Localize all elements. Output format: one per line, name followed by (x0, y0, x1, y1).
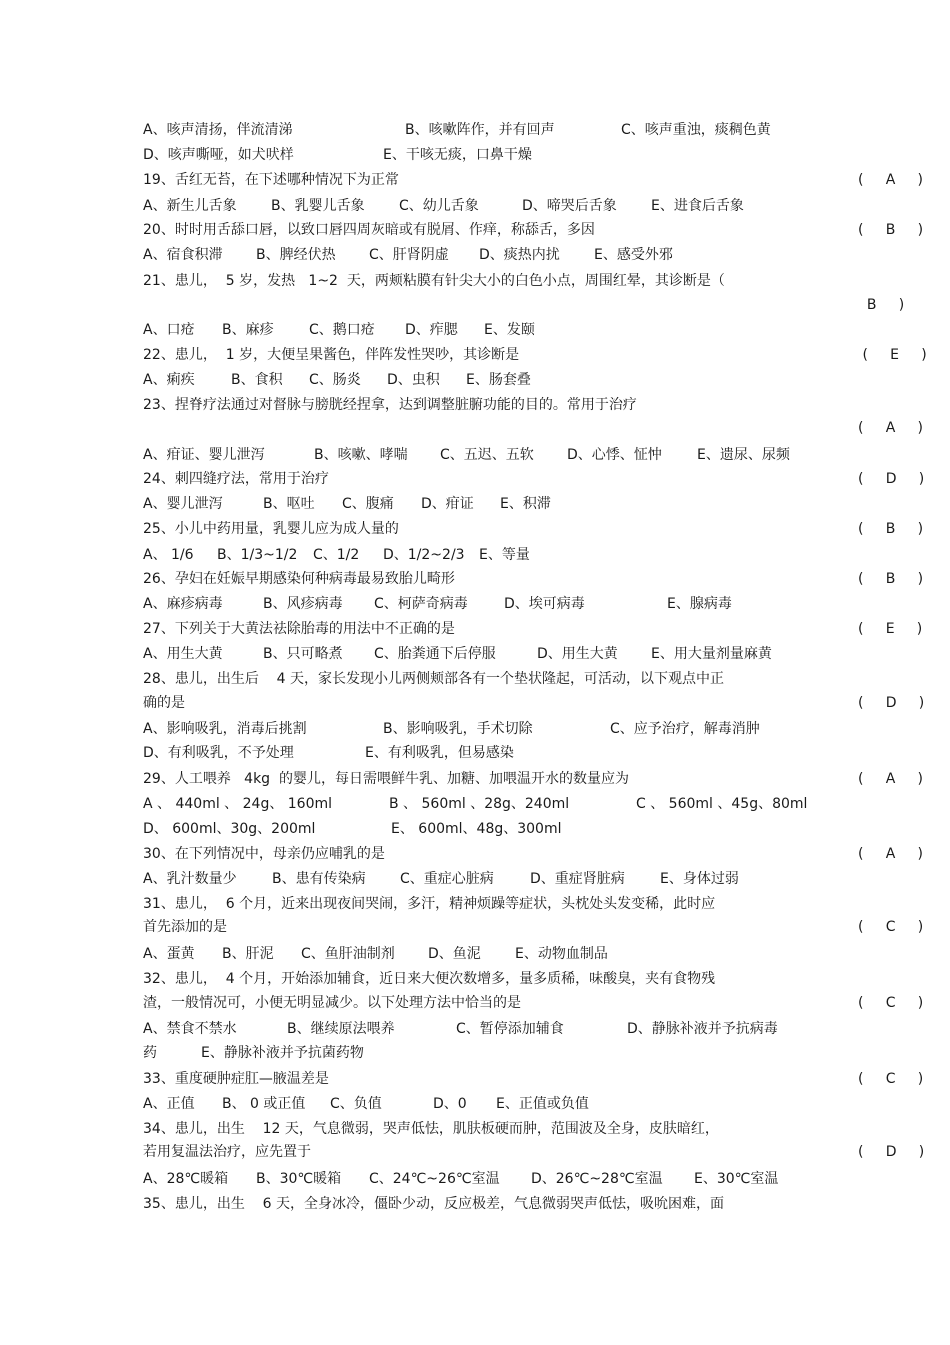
option-text: E、动物血制品 (515, 946, 608, 962)
option-text: D、0 (433, 1096, 467, 1112)
text-line (143, 718, 823, 740)
option-text: C、肝肾阴虚 (369, 247, 449, 263)
question-text: A、乳汁数量少 (143, 871, 237, 887)
text-line (143, 244, 823, 266)
text-line (143, 169, 924, 191)
question-text: 药 (143, 1045, 157, 1061)
question-text: A、 1/6 (143, 547, 194, 563)
text-line (143, 1068, 924, 1090)
question-text: 21、患儿， 5 岁，发热 1~2 天，两颊粘膜有针尖大小的白色小点，周围红晕，其诊断是（ (143, 273, 725, 289)
answer-key: ( A ) (858, 420, 924, 436)
answer-key: ( E ) (858, 347, 927, 363)
question-text: 31、患儿， 6 个月，近来出现夜间哭闹，多汗，精神烦躁等症状，头枕处头发变稀，此时应 (143, 896, 716, 912)
question-text: 30、在下列情况中，母亲仍应哺乳的是 (143, 846, 385, 862)
option-text: E、感受外邪 (594, 247, 673, 263)
text-line (143, 843, 924, 865)
question-text: A、蛋黄 (143, 946, 195, 962)
option-text: C、胎粪通下后停服 (374, 646, 496, 662)
option-text: D、疳证 (421, 496, 474, 512)
option-text: B、肝泥 (222, 946, 274, 962)
option-text: D、1/2~2/3 (383, 547, 465, 563)
option-text: E、30℃室温 (694, 1171, 779, 1187)
option-text: E、积滞 (500, 496, 551, 512)
option-text: B、30℃暖箱 (256, 1171, 342, 1187)
text-line (143, 1018, 823, 1040)
text-line (143, 294, 905, 316)
question-text: 25、小儿中药用量，乳婴儿应为成人量的 (143, 521, 399, 537)
question-text: A、咳声清扬，伴流清涕 (143, 122, 293, 138)
option-text: C、肠炎 (309, 372, 361, 388)
question-text: A、新生儿舌象 (143, 198, 237, 214)
option-text: C 、 560ml 、45g、80ml (636, 796, 808, 812)
option-text: B、风疹病毒 (263, 596, 343, 612)
option-text: D、埃可病毒 (504, 596, 585, 612)
option-text: B、脾经伏热 (256, 247, 336, 263)
text-line (143, 270, 823, 292)
question-text: 27、下列关于大黄法祛除胎毒的用法中不正确的是 (143, 621, 455, 637)
question-text: A、禁食不禁水 (143, 1021, 237, 1037)
option-text: B、只可略煮 (263, 646, 343, 662)
option-text: B 、 560ml 、28g、240ml (389, 796, 570, 812)
text-line (143, 1042, 823, 1064)
question-text: 22、患儿， 1 岁，大便呈果酱色，伴阵发性哭吵，其诊断是 (143, 347, 520, 363)
text-line (143, 468, 925, 490)
option-text: D、静脉补液并予抗病毒 (627, 1021, 778, 1037)
option-text: C、腹痛 (342, 496, 394, 512)
text-line (143, 968, 823, 990)
answer-key: B ) (858, 297, 905, 313)
text-line (143, 818, 823, 840)
option-text: B、患有传染病 (272, 871, 366, 887)
option-text: C、鱼肝油制剂 (301, 946, 395, 962)
text-line (143, 344, 927, 366)
option-text: E、腺病毒 (667, 596, 732, 612)
question-text: A 、 440ml 、 24g、 160ml (143, 796, 333, 812)
option-text: B、食积 (231, 372, 283, 388)
text-line (143, 518, 924, 540)
option-text: B、咳嗽、哮喘 (314, 447, 408, 463)
question-text: A、用生大黄 (143, 646, 223, 662)
option-text: B、咳嗽阵作，并有回声 (405, 122, 555, 138)
option-text: D、鱼泥 (428, 946, 481, 962)
option-text: C、鹅口疮 (309, 322, 375, 338)
question-text: A、28℃暖箱 (143, 1171, 229, 1187)
question-text: 34、患儿，出生 12 天，气息微弱，哭声低怯，肌肤板硬而肿，范围波及全身，皮肤暗红， (143, 1121, 719, 1137)
question-text: A、口疮 (143, 322, 195, 338)
answer-key: ( D ) (858, 471, 925, 487)
answer-key: ( D ) (858, 695, 925, 711)
answer-key: ( A ) (858, 771, 924, 787)
text-line (143, 618, 923, 640)
answer-key: ( B ) (858, 571, 924, 587)
text-line (143, 593, 823, 615)
option-text: C、1/2 (313, 547, 360, 563)
question-text: 若用复温法治疗，应先置于 (143, 1144, 311, 1160)
question-text: 19、舌红无苔，在下述哪种情况下为正常 (143, 172, 399, 188)
question-text: 24、刺四缝疗法，常用于治疗 (143, 471, 329, 487)
text-line (143, 742, 823, 764)
text-line (143, 1141, 925, 1163)
option-text: B、 0 或正值 (222, 1096, 306, 1112)
question-text: D、 600ml、30g、200ml (143, 821, 316, 837)
text-line (143, 493, 823, 515)
option-text: C、负值 (330, 1096, 382, 1112)
question-text: A、痢疾 (143, 372, 195, 388)
answer-key: ( B ) (858, 521, 924, 537)
question-text: 首先添加的是 (143, 919, 227, 935)
option-text: C、五迟、五软 (440, 447, 534, 463)
option-text: D、心悸、怔忡 (567, 447, 662, 463)
question-text: 33、重度硬肿症肛—腋温差是 (143, 1071, 329, 1087)
text-line (143, 1118, 823, 1140)
question-text: 20、时时用舌舔口唇，以致口唇四周灰暗或有脱屑、作痒，称舔舌，多因 (143, 222, 595, 238)
text-line (143, 544, 823, 566)
text-line (143, 219, 924, 241)
option-text: C、幼儿舌象 (399, 198, 479, 214)
question-text: 确的是 (143, 695, 185, 711)
option-text: B、1/3~1/2 (217, 547, 298, 563)
question-text: 32、患儿， 4 个月，开始添加辅食，近日来大便次数增多，量多质稀，味酸臭，夹有食物残 (143, 971, 716, 987)
text-line (143, 1093, 823, 1115)
option-text: B、影响吸乳，手术切除 (383, 721, 533, 737)
option-text: E、用大量剂量麻黄 (651, 646, 772, 662)
text-line (143, 768, 924, 790)
question-text: A、宿食积滞 (143, 247, 223, 263)
answer-key: ( C ) (858, 919, 924, 935)
text-line (143, 692, 925, 714)
option-text: C、暂停添加辅食 (456, 1021, 564, 1037)
option-text: E、进食后舌象 (651, 198, 744, 214)
text-line (143, 444, 823, 466)
text-line (143, 394, 823, 416)
text-line (143, 868, 823, 890)
question-text: A、疳证、婴儿泄泻 (143, 447, 265, 463)
option-text: C、柯萨奇病毒 (374, 596, 468, 612)
text-line (143, 992, 924, 1014)
text-line (143, 195, 823, 217)
question-text: D、咳声嘶哑，如犬吠样 (143, 147, 294, 163)
text-line (143, 319, 823, 341)
text-line (143, 893, 823, 915)
question-text: A、正值 (143, 1096, 195, 1112)
option-text: E、等量 (479, 547, 530, 563)
option-text: C、应予治疗，解毒消肿 (610, 721, 760, 737)
text-line (143, 568, 924, 590)
answer-key: ( E ) (858, 621, 923, 637)
option-text: D、虫积 (387, 372, 440, 388)
question-text: 渣，一般情况可，小便无明显减少。以下处理方法中恰当的是 (143, 995, 521, 1011)
option-text: E、发颐 (484, 322, 535, 338)
option-text: C、24℃~26℃室温 (369, 1171, 500, 1187)
text-line (143, 1193, 823, 1215)
option-text: E、静脉补液并予抗菌药物 (201, 1045, 364, 1061)
question-text: 23、捏脊疗法通过对督脉与膀胱经捏拿，达到调整脏腑功能的目的。常用于治疗 (143, 397, 637, 413)
question-text: 29、人工喂养 4kg 的婴儿，每日需喂鲜牛乳、加糖、加喂温开水的数量应为 (143, 771, 629, 787)
text-line (143, 144, 823, 166)
text-line (143, 793, 823, 815)
question-text: 35、患儿，出生 6 天，全身冰冷，僵卧少动，反应极差，气息微弱哭声低怯，吸吮困难，面 (143, 1196, 724, 1212)
answer-key: ( A ) (858, 846, 924, 862)
text-line (143, 643, 823, 665)
answer-key: ( D ) (858, 1144, 925, 1160)
text-line (143, 417, 924, 439)
question-text: 28、患儿，出生后 4 天，家长发现小儿两侧颊部各有一个垫状隆起，可活动，以下观点中正 (143, 671, 724, 687)
option-text: E、干咳无痰，口鼻干燥 (383, 147, 532, 163)
option-text: C、咳声重浊，痰稠色黄 (621, 122, 771, 138)
question-text: 26、孕妇在妊娠早期感染何种病毒最易致胎儿畸形 (143, 571, 455, 587)
option-text: E、肠套叠 (466, 372, 531, 388)
text-line (143, 916, 924, 938)
text-line (143, 119, 823, 141)
answer-key: ( C ) (858, 1071, 924, 1087)
answer-key: ( C ) (858, 995, 924, 1011)
answer-key: ( A ) (858, 172, 924, 188)
text-line (143, 668, 823, 690)
question-text: D、有利吸乳，不予处理 (143, 745, 294, 761)
option-text: D、痄腮 (405, 322, 458, 338)
option-text: D、痰热内扰 (479, 247, 560, 263)
answer-key: ( B ) (858, 222, 924, 238)
text-line (143, 1168, 823, 1190)
option-text: E、正值或负值 (496, 1096, 589, 1112)
option-text: B、呕吐 (263, 496, 315, 512)
option-text: B、乳婴儿舌象 (271, 198, 365, 214)
option-text: B、麻疹 (222, 322, 274, 338)
option-text: E、身体过弱 (660, 871, 739, 887)
option-text: D、啼哭后舌象 (522, 198, 617, 214)
option-text: E、遗尿、尿频 (697, 447, 790, 463)
question-text: A、影响吸乳，消毒后挑割 (143, 721, 307, 737)
option-text: C、重症心脏病 (400, 871, 494, 887)
option-text: E、 600ml、48g、300ml (391, 821, 562, 837)
option-text: E、有利吸乳，但易感染 (365, 745, 514, 761)
option-text: D、26℃~28℃室温 (531, 1171, 663, 1187)
text-line (143, 369, 823, 391)
option-text: B、继续原法喂养 (287, 1021, 395, 1037)
option-text: D、用生大黄 (537, 646, 618, 662)
question-text: A、麻疹病毒 (143, 596, 223, 612)
question-text: A、婴儿泄泻 (143, 496, 223, 512)
text-line (143, 943, 823, 965)
option-text: D、重症肾脏病 (530, 871, 625, 887)
